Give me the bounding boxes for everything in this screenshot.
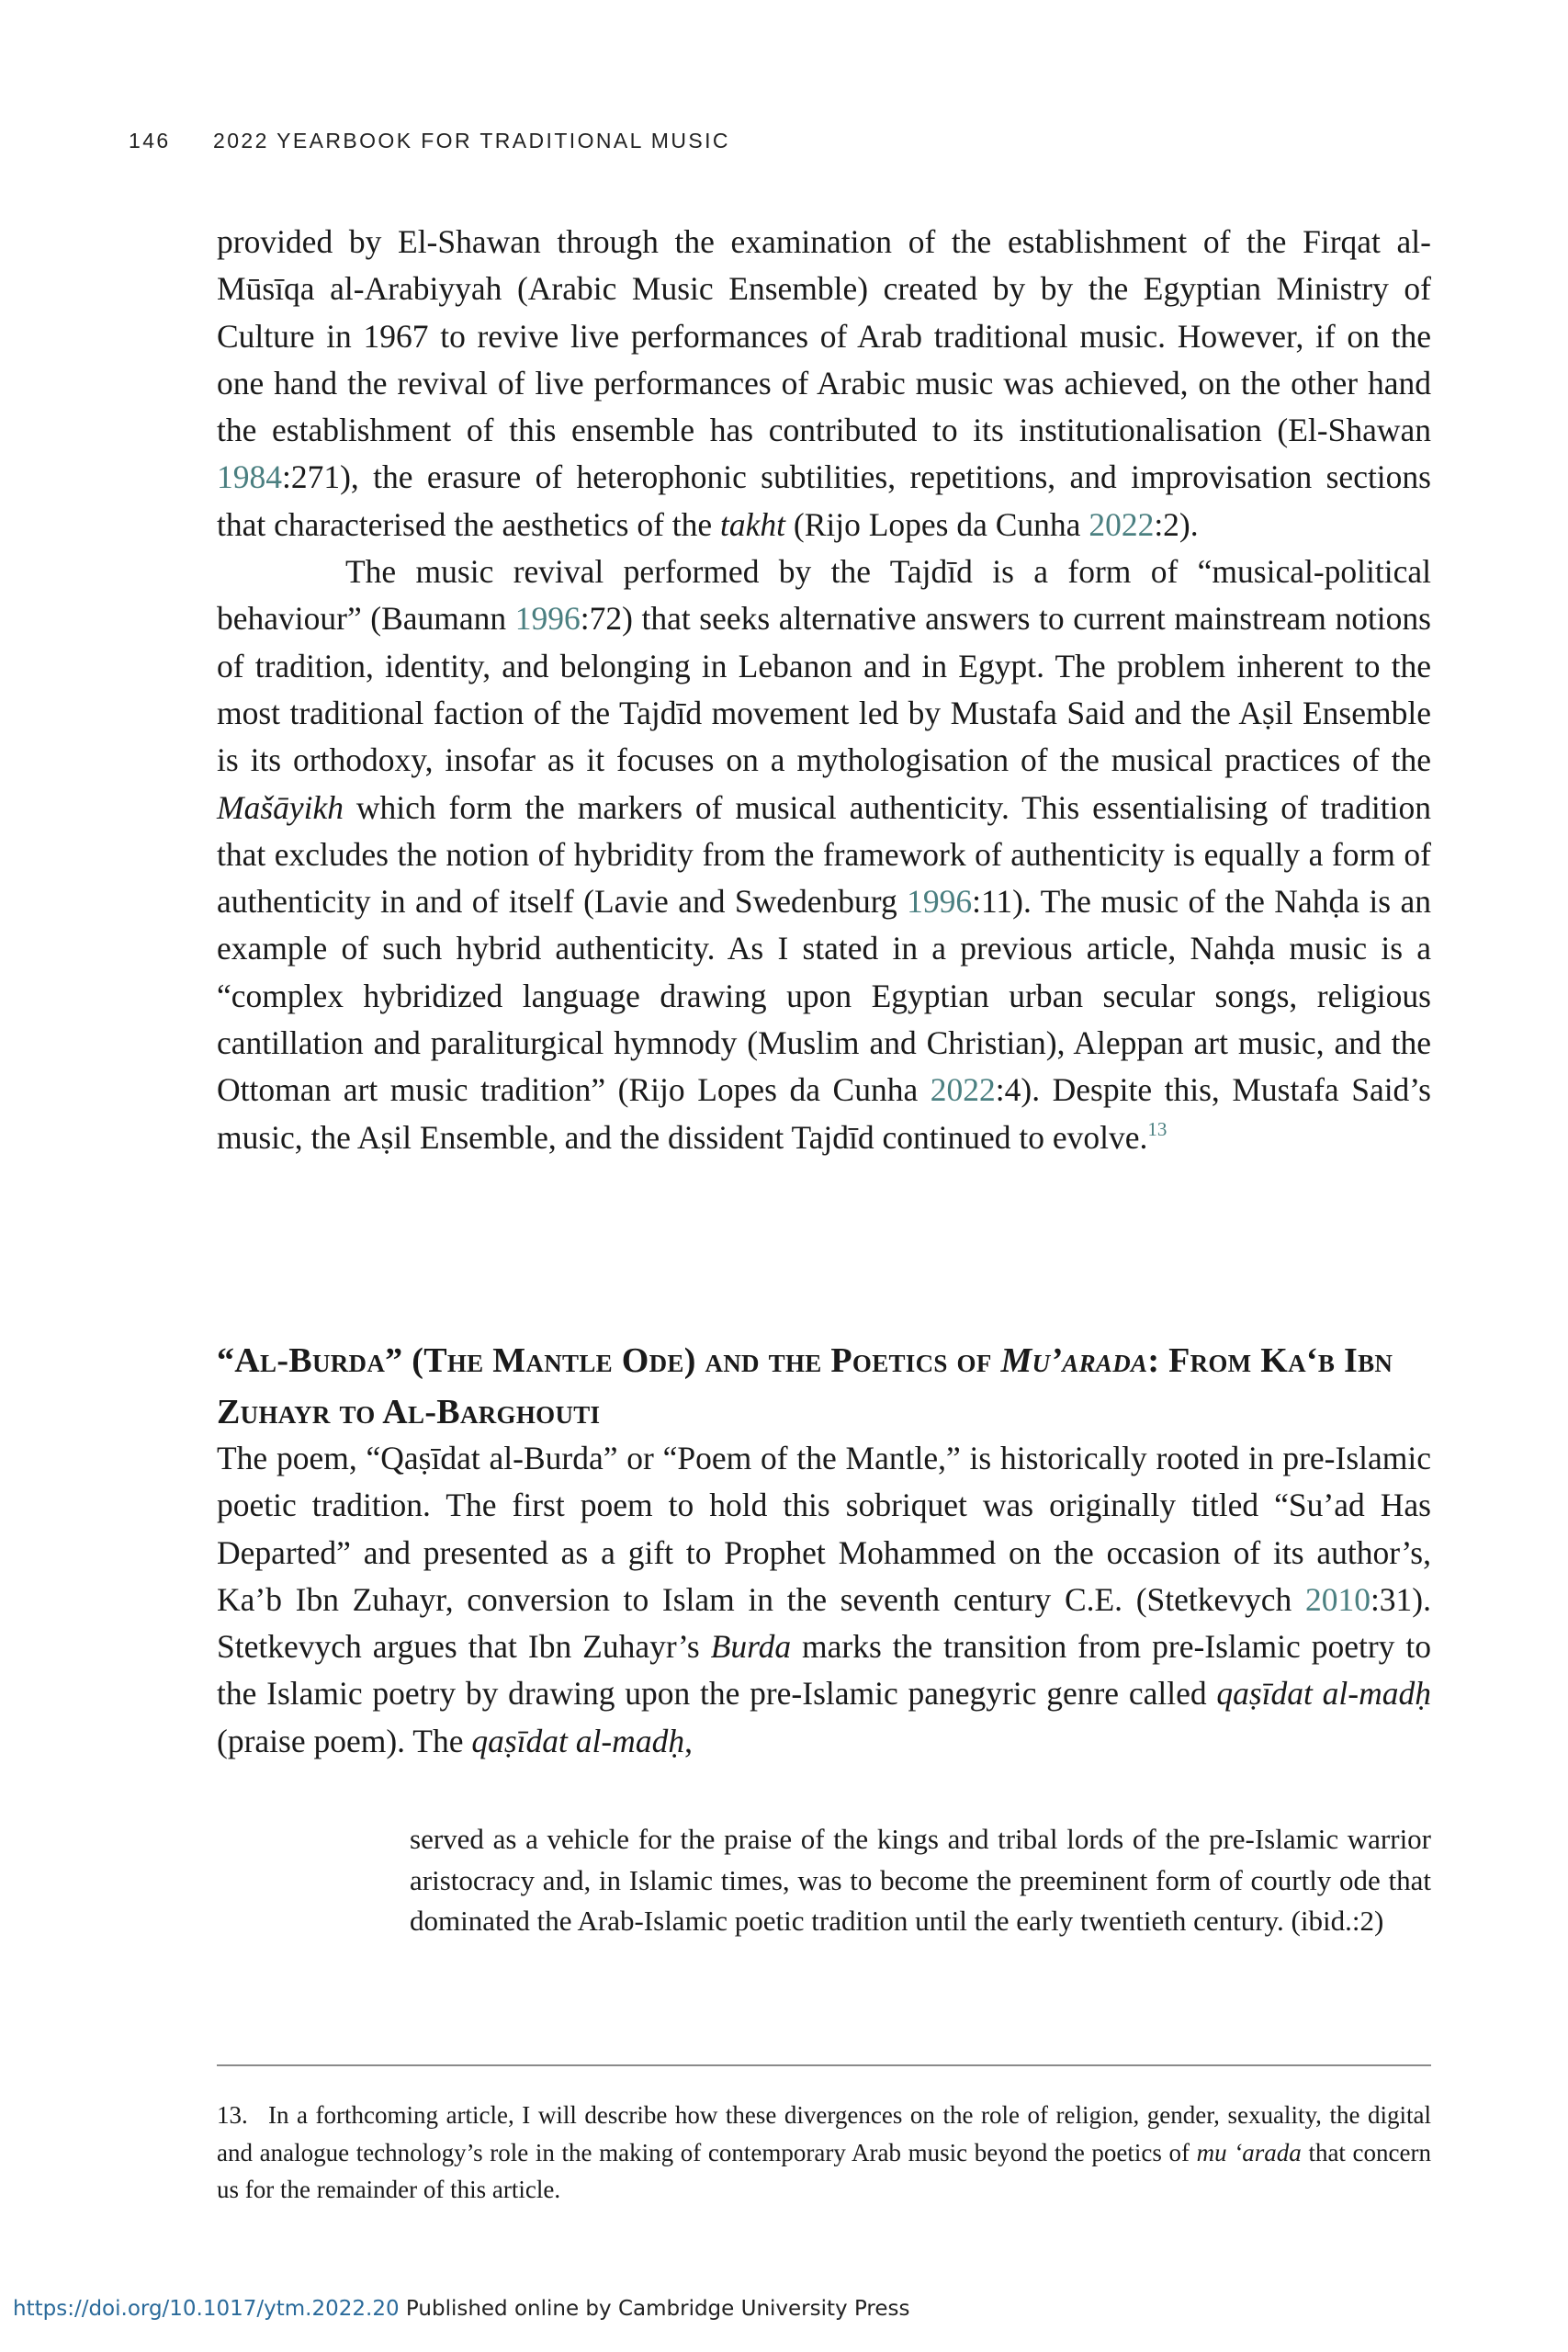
citation-link[interactable]: 2022 <box>930 1071 996 1109</box>
journal-title: 2022 YEARBOOK FOR TRADITIONAL MUSIC <box>213 129 730 153</box>
publisher-note: Published online by Cambridge University Press <box>399 2297 910 2321</box>
block-quote: served as a vehicle for the praise of the kings and tribal lords of the pre-Islamic warrior aristocracy and, in Islamic times, was to become the preeminent form of courtly ode that dominated the Arab-Islamic poetic tradition until the early twentieth century. (ibid.:2) <box>410 1823 1431 1937</box>
paragraph-3: The poem, “Qaṣīdat al-Burda” or “Poem of the Mantle,” is historically rooted in pre-Islamic poetic tradition. The first poem to hold this sobriquet was originally titled “Su’ad Has Departed” and presented as a gift to Prophet Mohammed on the occasion of its author’s, Ka’b Ibn Zuhayr, conversion to Islam in the seventh century C.E. (Stetkevych 2010:31). Stetkevych argues that Ibn Zuhayr’s Burda marks the transition from pre-Islamic poetry to the Islamic poetry by drawing upon the pre-Islamic panegyric genre called qaṣīdat al-madḥ (praise poem). The qaṣīdat al-madḥ, <box>217 1440 1431 1759</box>
citation-link[interactable]: 1984 <box>217 458 282 496</box>
paragraph-1: provided by El-Shawan through the examination of the establishment of the Firqat al-Mūsīqa al-Arabiyyah (Arabic Music Ensemble) created by by the Egyptian Ministry of Culture in 1967 to revive live performances of Arab traditional music. However, if on the one hand the revival of live performances of Arabic music was achieved, on the other hand the establishment of this ensemble has contributed to its institutionalisation (El-Shawan 1984:271), the erasure of heterophonic subtilities, repetitions, and improvisation sections that characterised the aesthetics of the takht (Rijo Lopes da Cunha 2022:2). <box>217 223 1431 543</box>
section-heading: “Al-Burda” (The Mantle Ode) and the Poetics of Mu’arada: From Ka‘b Ibn Zuhayr to Al-Barghouti <box>217 1341 1393 1431</box>
page-number: 146 <box>129 129 171 153</box>
running-head <box>129 129 730 153</box>
doi-link[interactable]: https://doi.org/10.1017/ytm.2022.20 <box>13 2297 400 2321</box>
footnote-13: 13. In a forthcoming article, I will describe how these divergences on the role of religion, gender, sexuality, the digital and analogue technology’s role in the making of contemporary Arab music beyond the poetics of mu ‘arada that concern us for the remainder of this article. <box>217 2097 1431 2209</box>
doi-bar <box>13 2297 909 2321</box>
citation-link[interactable]: 1996 <box>907 883 973 921</box>
paragraph-2: The music revival performed by the Tajdīd is a form of “musical-political behaviour” (Baumann 1996:72) that seeks alternative answers to current mainstream notions of tradition, identity, and belonging in Lebanon and in Egypt. The problem inherent to the most traditional faction of the Tajdīd movement led by Mustafa Said and the Aṣil Ensemble is its orthodoxy, insofar as it focuses on a mythologisation of the musical practices of the Mašāyikh which form the markers of musical authenticity. This essentialising of tradition that excludes the notion of hybridity from the framework of authenticity is equally a form of authenticity in and of itself (Lavie and Swedenburg 1996:11). The music of the Nahḍa is an example of such hybrid authenticity. As I stated in a previous article, Nahḍa music is a “complex hybridized language drawing upon Egyptian urban secular songs, religious cantillation and paraliturgical hymnody (Muslim and Christian), Aleppan art music, and the Ottoman art music tradition” (Rijo Lopes da Cunha 2022:4). Despite this, Mustafa Said’s music, the Aṣil Ensemble, and the dissident Tajdīd continued to evolve.$^{13}$ <box>217 553 1431 1156</box>
body-section-1 <box>217 219 1431 1161</box>
citation-link[interactable]: 2022 <box>1089 505 1155 543</box>
citation-link[interactable]: 2010 <box>1304 1580 1371 1618</box>
citation-link[interactable]: 1996 <box>514 600 581 638</box>
body-section-2 <box>217 1435 1431 1765</box>
footnote-ref[interactable]: 13 <box>1147 1117 1168 1140</box>
footnote-number: 13. <box>217 2101 248 2129</box>
footnote-divider <box>217 2064 1431 2066</box>
